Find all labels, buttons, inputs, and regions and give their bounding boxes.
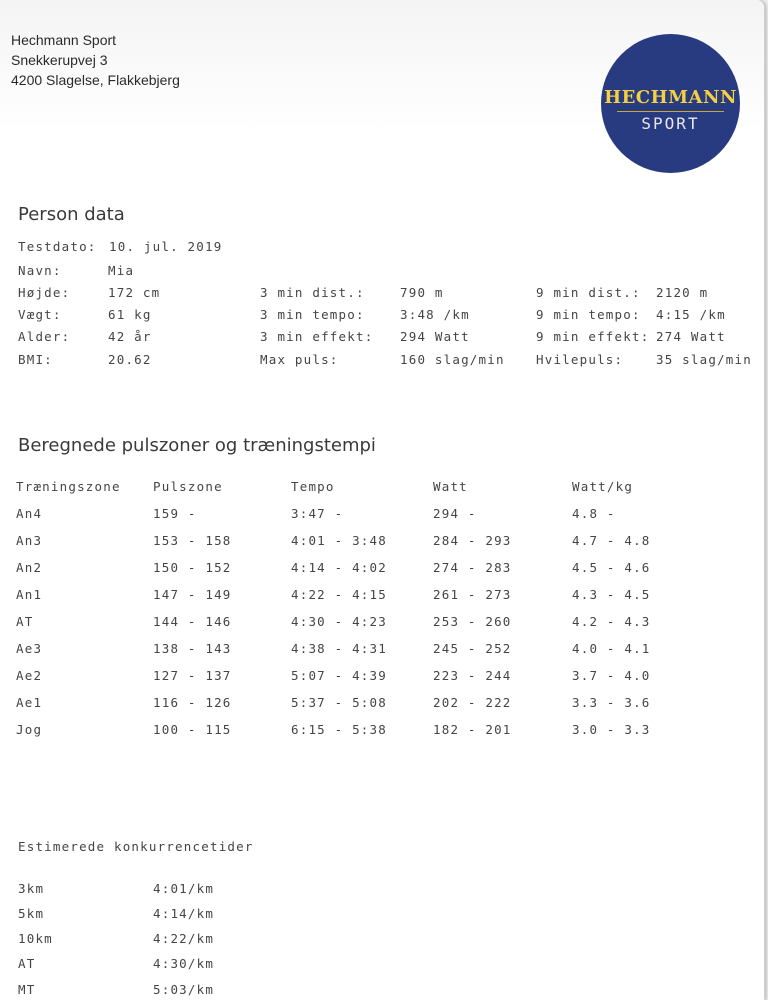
tempo-9min-value: 4:15 /km — [656, 307, 726, 322]
race-distance: 5km — [18, 906, 45, 921]
zone-tempo: 5:37 - 5:08 — [291, 695, 387, 710]
zone-watt-kg: 3.0 - 3.3 — [572, 722, 651, 737]
zone-name: An2 — [16, 560, 43, 575]
zone-watt: 261 - 273 — [433, 587, 512, 602]
race-distance: AT — [18, 956, 36, 971]
zone-pulse: 150 - 152 — [153, 560, 232, 575]
zone-pulse: 116 - 126 — [153, 695, 232, 710]
dist-9min-value: 2120 m — [656, 285, 709, 300]
race-estimates-heading: Estimerede konkurrencetider — [18, 839, 254, 854]
age-label: Alder: — [18, 329, 71, 344]
weight-label: Vægt: — [18, 307, 62, 322]
company-city: 4200 Slagelse, Flakkebjerg — [11, 72, 180, 88]
dist-3min-value: 790 m — [400, 285, 444, 300]
zone-name: Ae3 — [16, 641, 43, 656]
zone-name: Ae1 — [16, 695, 43, 710]
tempo-3min-value: 3:48 /km — [400, 307, 470, 322]
power-3min-value: 294 Watt — [400, 329, 470, 344]
power-9min-value: 274 Watt — [656, 329, 726, 344]
zone-watt: 202 - 222 — [433, 695, 512, 710]
race-distance: 3km — [18, 881, 45, 896]
logo-divider — [617, 111, 724, 112]
zone-watt: 223 - 244 — [433, 668, 512, 683]
test-date-value: 10. jul. 2019 — [109, 239, 223, 254]
zone-watt-kg: 3.3 - 3.6 — [572, 695, 651, 710]
person-data-heading: Person data — [18, 204, 125, 225]
zone-pulse: 100 - 115 — [153, 722, 232, 737]
power-9min-label: 9 min effekt: — [536, 329, 650, 344]
dist-9min-label: 9 min dist.: — [536, 285, 641, 300]
height-value: 172 cm — [108, 285, 161, 300]
zone-pulse: 147 - 149 — [153, 587, 232, 602]
zone-name: An4 — [16, 506, 43, 521]
zone-name: Ae2 — [16, 668, 43, 683]
zone-watt: 253 - 260 — [433, 614, 512, 629]
age-value: 42 år — [108, 329, 152, 344]
race-distance: MT — [18, 982, 36, 997]
zone-watt-kg: 4.2 - 4.3 — [572, 614, 651, 629]
zone-watt-kg: 4.5 - 4.6 — [572, 560, 651, 575]
height-label: Højde: — [18, 285, 71, 300]
zone-watt-kg: 4.8 - — [572, 506, 616, 521]
zone-watt: 182 - 201 — [433, 722, 512, 737]
col-header-tempo: Tempo — [291, 479, 335, 494]
race-pace: 4:22/km — [153, 931, 215, 946]
tempo-3min-label: 3 min tempo: — [260, 307, 365, 322]
bmi-label: BMI: — [18, 352, 53, 367]
zone-watt-kg: 4.0 - 4.1 — [572, 641, 651, 656]
zone-pulse: 144 - 146 — [153, 614, 232, 629]
test-date-label: Testdato: — [18, 239, 97, 254]
col-header-watt-kg: Watt/kg — [572, 479, 634, 494]
col-header-zone: Træningszone — [16, 479, 121, 494]
zone-tempo: 4:22 - 4:15 — [291, 587, 387, 602]
zone-watt-kg: 4.3 - 4.5 — [572, 587, 651, 602]
zone-tempo: 3:47 - — [291, 506, 344, 521]
dist-3min-label: 3 min dist.: — [260, 285, 365, 300]
zone-tempo: 4:01 - 3:48 — [291, 533, 387, 548]
zone-watt: 245 - 252 — [433, 641, 512, 656]
tempo-9min-label: 9 min tempo: — [536, 307, 641, 322]
max-pulse-label: Max puls: — [260, 352, 339, 367]
bmi-value: 20.62 — [108, 352, 152, 367]
zone-name: An1 — [16, 587, 43, 602]
zone-tempo: 4:14 - 4:02 — [291, 560, 387, 575]
race-pace: 4:14/km — [153, 906, 215, 921]
name-value: Mia — [108, 263, 135, 278]
zone-pulse: 153 - 158 — [153, 533, 232, 548]
zone-tempo: 6:15 - 5:38 — [291, 722, 387, 737]
weight-value: 61 kg — [108, 307, 152, 322]
zone-watt: 284 - 293 — [433, 533, 512, 548]
name-label: Navn: — [18, 263, 62, 278]
logo-text-secondary: SPORT — [641, 114, 700, 133]
logo-text-primary: HECHMANN — [604, 87, 737, 108]
zone-tempo: 4:30 - 4:23 — [291, 614, 387, 629]
zone-pulse: 138 - 143 — [153, 641, 232, 656]
col-header-pulse: Pulszone — [153, 479, 223, 494]
rest-pulse-value: 35 slag/min — [656, 352, 752, 367]
col-header-watt: Watt — [433, 479, 468, 494]
power-3min-label: 3 min effekt: — [260, 329, 374, 344]
hechmann-sport-logo — [601, 34, 740, 173]
company-street: Snekkerupvej 3 — [11, 52, 108, 68]
rest-pulse-label: Hvilepuls: — [536, 352, 624, 367]
zones-heading: Beregnede pulszoner og træningstempi — [18, 435, 376, 456]
race-pace: 4:01/km — [153, 881, 215, 896]
race-pace: 4:30/km — [153, 956, 215, 971]
zone-pulse: 127 - 137 — [153, 668, 232, 683]
race-pace: 5:03/km — [153, 982, 215, 997]
company-name: Hechmann Sport — [11, 32, 117, 48]
zone-watt-kg: 3.7 - 4.0 — [572, 668, 651, 683]
zone-watt: 294 - — [433, 506, 477, 521]
zone-name: AT — [16, 614, 34, 629]
zone-tempo: 4:38 - 4:31 — [291, 641, 387, 656]
zone-watt-kg: 4.7 - 4.8 — [572, 533, 651, 548]
race-distance: 10km — [18, 931, 53, 946]
max-pulse-value: 160 slag/min — [400, 352, 505, 367]
zone-name: Jog — [16, 722, 43, 737]
zone-name: An3 — [16, 533, 43, 548]
zone-watt: 274 - 283 — [433, 560, 512, 575]
zone-tempo: 5:07 - 4:39 — [291, 668, 387, 683]
zone-pulse: 159 - — [153, 506, 197, 521]
